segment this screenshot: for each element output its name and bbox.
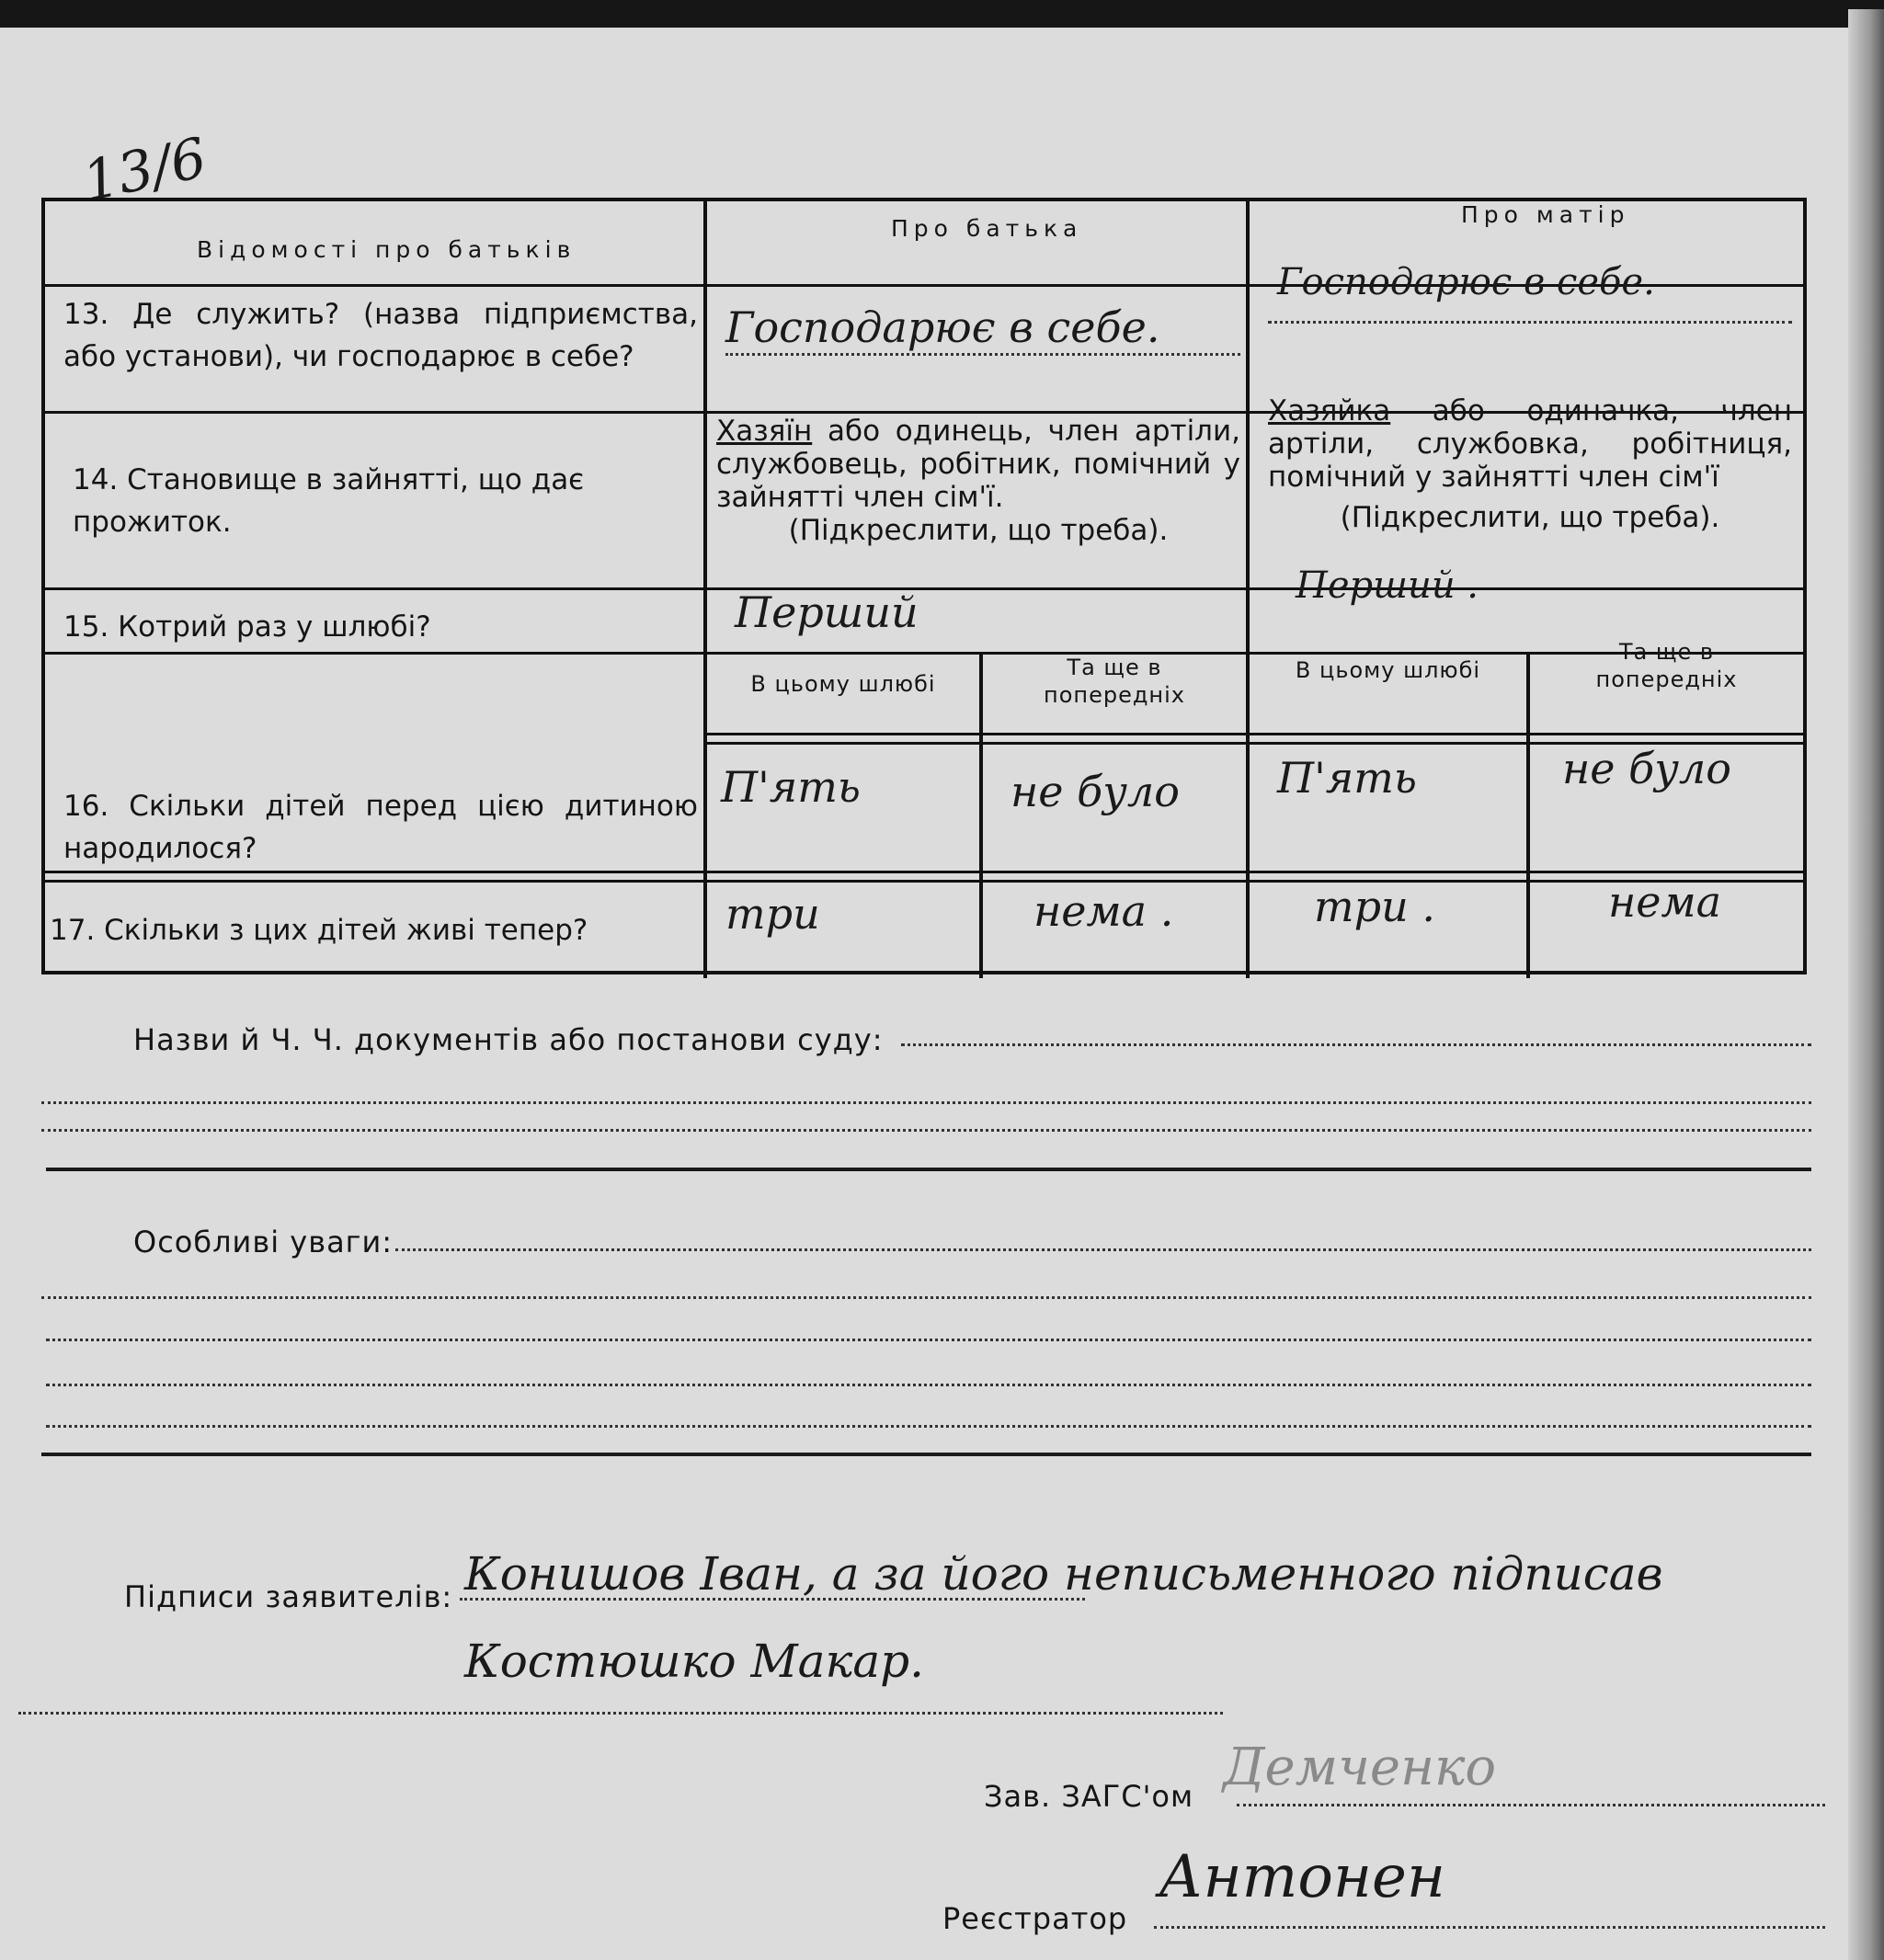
subcol-divider [1526,652,1530,978]
answer-16-mother-prev: не було [1562,744,1731,793]
registrar-sign-line [1154,1926,1825,1929]
options-text: або одинець, член артіли, службовець, робітник, помічний у зайнятті член сім'ї. [716,415,1240,514]
question-17: 17. Скільки з цих дітей живі тепер? [50,914,588,947]
subheader-father-prev: Та ще в попередніх [1044,655,1185,708]
documents-field-line [41,1101,1811,1104]
note-14-father: (Підкреслити, що треба). [788,514,1169,547]
options-14-father [716,415,1240,514]
section-divider [46,1168,1811,1171]
answer-17-mother-prev: нема [1608,877,1722,927]
row-divider [45,880,1803,883]
remarks-field-line [41,1296,1811,1299]
question-15: 15. Котрий раз у шлюбі? [63,610,431,644]
parents-info-table [41,198,1807,974]
row-divider [703,733,1803,735]
answer-16-father-prev: не було [1011,767,1180,816]
row-divider [45,871,1803,873]
answer-17-father-prev: нема . [1033,886,1174,936]
header-parents-info: Відомості про батьків [197,236,577,263]
section-divider [41,1453,1811,1456]
options-14-mother [1268,394,1792,494]
answer-16-father-this: П'ять [721,762,861,812]
question-13: 13. Де служить? (назва підприємства, або установи), чи господарює в себе? [63,298,698,373]
subheader-father-this: В цьому шлюбі [750,671,936,697]
header-father: Про батька [891,215,1083,242]
page-edge-shadow [1848,9,1884,1960]
dotted-line [725,353,1240,356]
answer-17-mother-this: три . [1314,882,1435,931]
remarks-label: Особливі уваги: [133,1225,394,1259]
dotted-line [1268,321,1792,324]
answer-13-father: Господарює в себе. [725,302,1160,352]
registrar-label: Реєстратор [942,1901,1128,1936]
documents-field-line [901,1043,1811,1046]
head-sign-line [1237,1804,1825,1806]
question-14: 14. Становище в зайнятті, що дає прожиток. [73,463,585,539]
answer-17-father-this: три [725,889,820,939]
signatures-field-line [18,1712,1223,1715]
answer-15-father: Перший [735,587,919,637]
head-of-registry-label: Зав. ЗАГС'ом [984,1779,1194,1814]
registrar-signature: Антонен [1159,1843,1446,1911]
header-mother: Про матір [1461,201,1630,228]
selected-option: Хазяйка [1268,394,1391,427]
row-divider [45,587,1803,590]
remarks-field-line [46,1339,1811,1341]
signatures-label: Підписи заявителів: [124,1579,453,1614]
selected-option: Хазяїн [716,415,813,448]
answer-16-mother-this: П'ять [1277,753,1417,803]
margin-mark: 13/6 [77,125,212,215]
remarks-field-line [46,1384,1811,1386]
answer-13-mother: Господарює в себе. [1277,261,1655,303]
subheader-mother-prev: Та ще в попередніх [1595,639,1738,692]
documents-field-line [41,1129,1811,1132]
remarks-field-line [46,1425,1811,1428]
subheader-mother-this: В цьому шлюбі [1295,657,1481,683]
documents-label: Назви й Ч. Ч. документів або постанови суду: [133,1022,884,1057]
options-text: або одиначка, член артіли, службовка, робітниця, помічний у зайнятті член сім'ї [1268,394,1792,494]
head-signature: Демченко [1223,1738,1497,1797]
remarks-field-line [395,1248,1811,1251]
note-14-mother: (Підкреслити, що треба). [1340,501,1720,534]
question-16: 16. Скільки дітей перед цією дитиною народилося? [63,790,698,865]
applicant-signature: Конишов Іван, а за його неписьменного підписав Костюшко Макар. [464,1547,1663,1688]
answer-15-mother: Перший . [1296,564,1479,607]
